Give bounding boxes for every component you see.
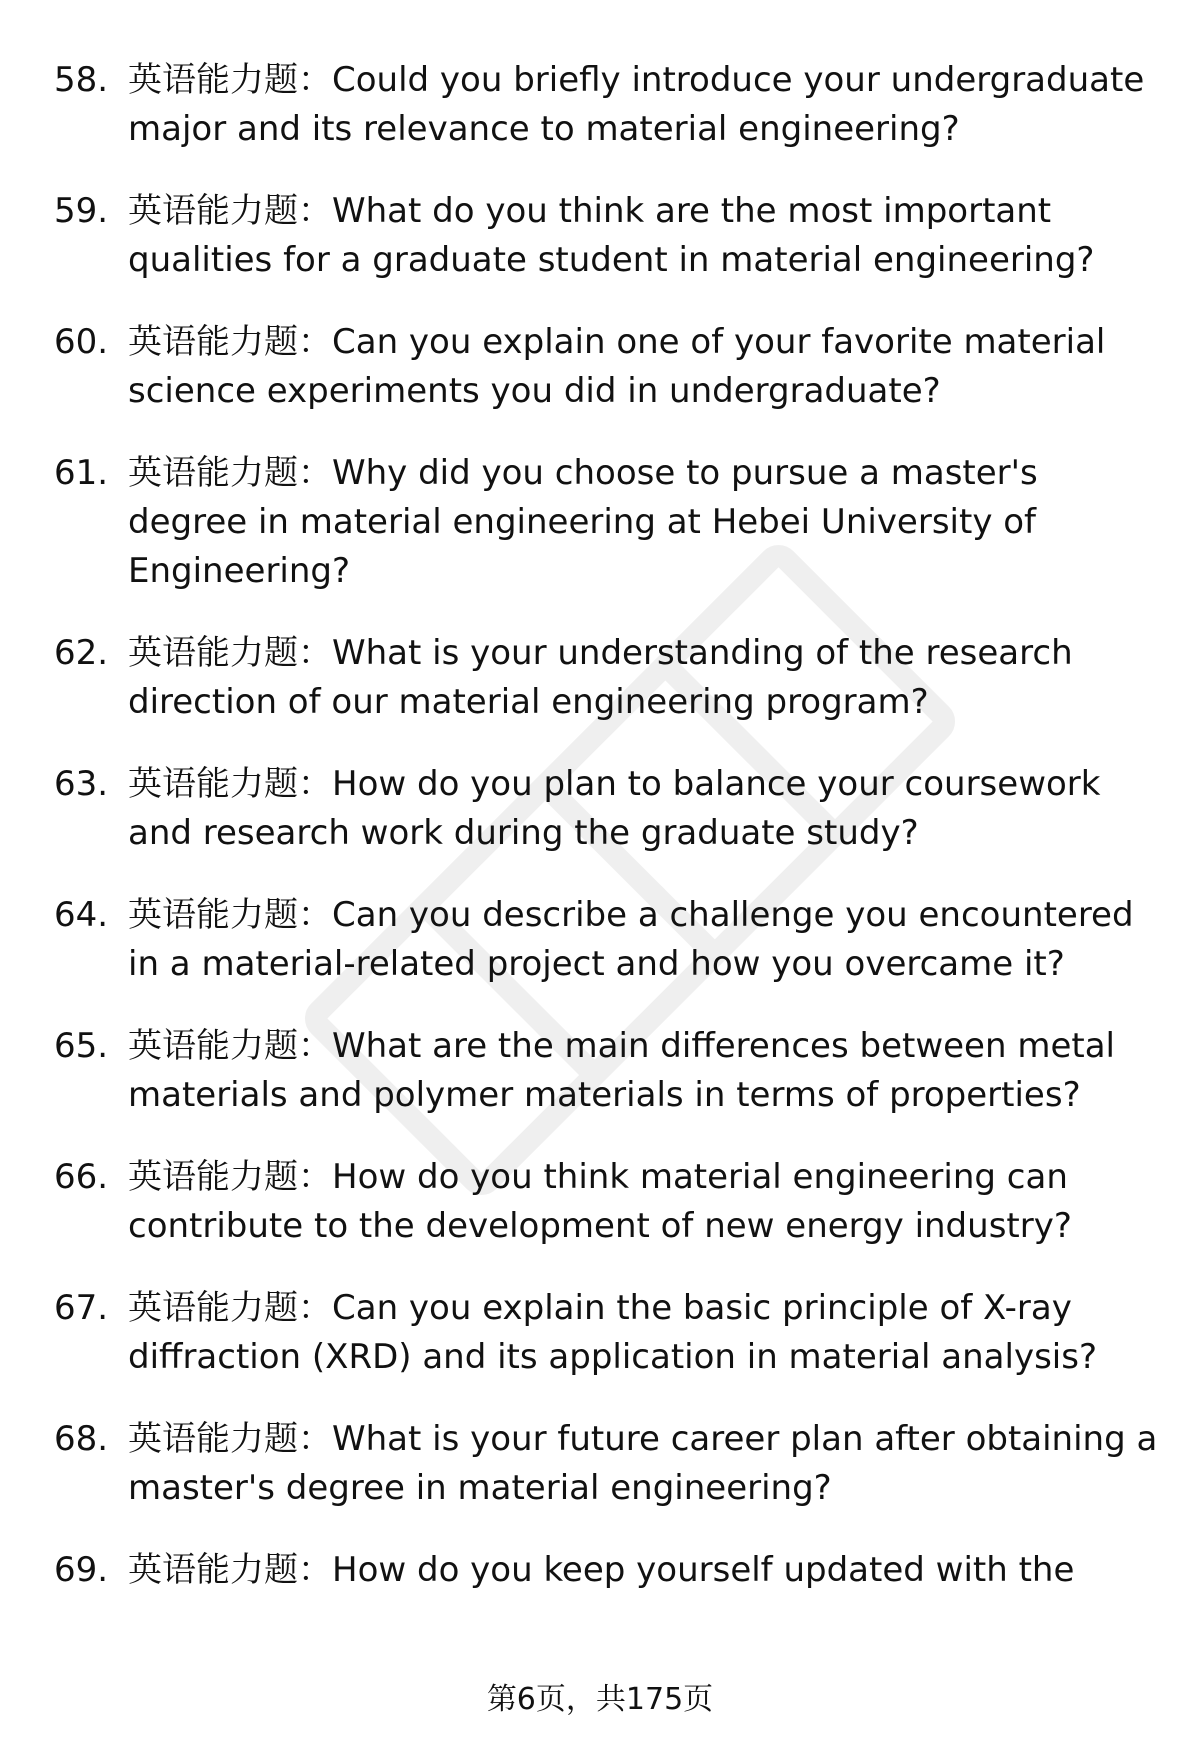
question-body (128, 629, 1164, 727)
question-text: Why did you choose to pursue a master's degree in material engineering at Hebei University of Engineering? (128, 453, 1038, 591)
question-number: 66. (54, 1157, 109, 1197)
question-label: 英语能力题： (128, 1026, 332, 1066)
question-label: 英语能力题： (128, 453, 332, 493)
question-body (128, 449, 1164, 596)
question-text: What is your future career plan after obtaining a master's degree in material engineering? (128, 1419, 1158, 1508)
question-number: 62. (54, 633, 109, 673)
question-label: 英语能力题： (128, 191, 332, 231)
question-number: 58. (54, 60, 109, 100)
question-text: How do you think material engineering can contribute to the development of new energy industry? (128, 1157, 1072, 1246)
question-body (128, 891, 1164, 989)
question-number: 59. (54, 191, 109, 231)
list-item (54, 56, 1164, 154)
question-label: 英语能力题： (128, 895, 332, 935)
question-list (54, 56, 1164, 1628)
question-label: 英语能力题： (128, 764, 332, 804)
question-number: 67. (54, 1288, 109, 1328)
question-number: 63. (54, 764, 109, 804)
question-text: What are the main differences between metal materials and polymer materials in terms of properties? (128, 1026, 1115, 1115)
question-label: 英语能力题： (128, 1288, 332, 1328)
question-number: 65. (54, 1026, 109, 1066)
question-body (128, 1153, 1164, 1251)
question-label: 英语能力题： (128, 60, 332, 100)
question-body (128, 1022, 1164, 1120)
question-text: Could you briefly introduce your undergraduate major and its relevance to material engineering? (128, 60, 1145, 149)
question-text: Can you explain one of your favorite material science experiments you did in undergraduate? (128, 322, 1106, 411)
question-body (128, 1415, 1164, 1513)
question-body (128, 1284, 1164, 1382)
question-body (128, 187, 1164, 285)
list-item (54, 187, 1164, 285)
question-number: 64. (54, 895, 109, 935)
list-item (54, 891, 1164, 989)
question-text: How do you plan to balance your coursework and research work during the graduate study? (128, 764, 1101, 853)
question-body (128, 760, 1164, 858)
page-footer: 第6页，共175页 (486, 1682, 714, 1717)
question-text: What is your understanding of the research direction of our material engineering program? (128, 633, 1073, 722)
list-item (54, 760, 1164, 858)
question-text: Can you describe a challenge you encountered in a material-related project and how you overcame it? (128, 895, 1134, 984)
question-label: 英语能力题： (128, 633, 332, 673)
question-label: 英语能力题： (128, 1419, 332, 1459)
list-item (54, 1415, 1164, 1513)
question-label: 英语能力题： (128, 1157, 332, 1197)
question-label: 英语能力题： (128, 322, 332, 362)
list-item (54, 318, 1164, 416)
question-number: 68. (54, 1419, 109, 1459)
list-item (54, 449, 1164, 596)
list-item (54, 1153, 1164, 1251)
list-item (54, 629, 1164, 727)
question-body (128, 318, 1164, 416)
question-number: 61. (54, 453, 109, 493)
question-text: How do you keep yourself updated with the (332, 1550, 1075, 1590)
question-label: 英语能力题： (128, 1550, 332, 1590)
question-text: Can you explain the basic principle of X-ray diffraction (XRD) and its application in material analysis? (128, 1288, 1097, 1377)
question-text: What do you think are the most important qualities for a graduate student in material engineering? (128, 191, 1095, 280)
list-item (54, 1284, 1164, 1382)
list-item (54, 1022, 1164, 1120)
question-body (128, 56, 1164, 154)
list-item (54, 1546, 1164, 1595)
question-number: 60. (54, 322, 109, 362)
question-number: 69. (54, 1550, 109, 1590)
question-body (128, 1546, 1164, 1595)
